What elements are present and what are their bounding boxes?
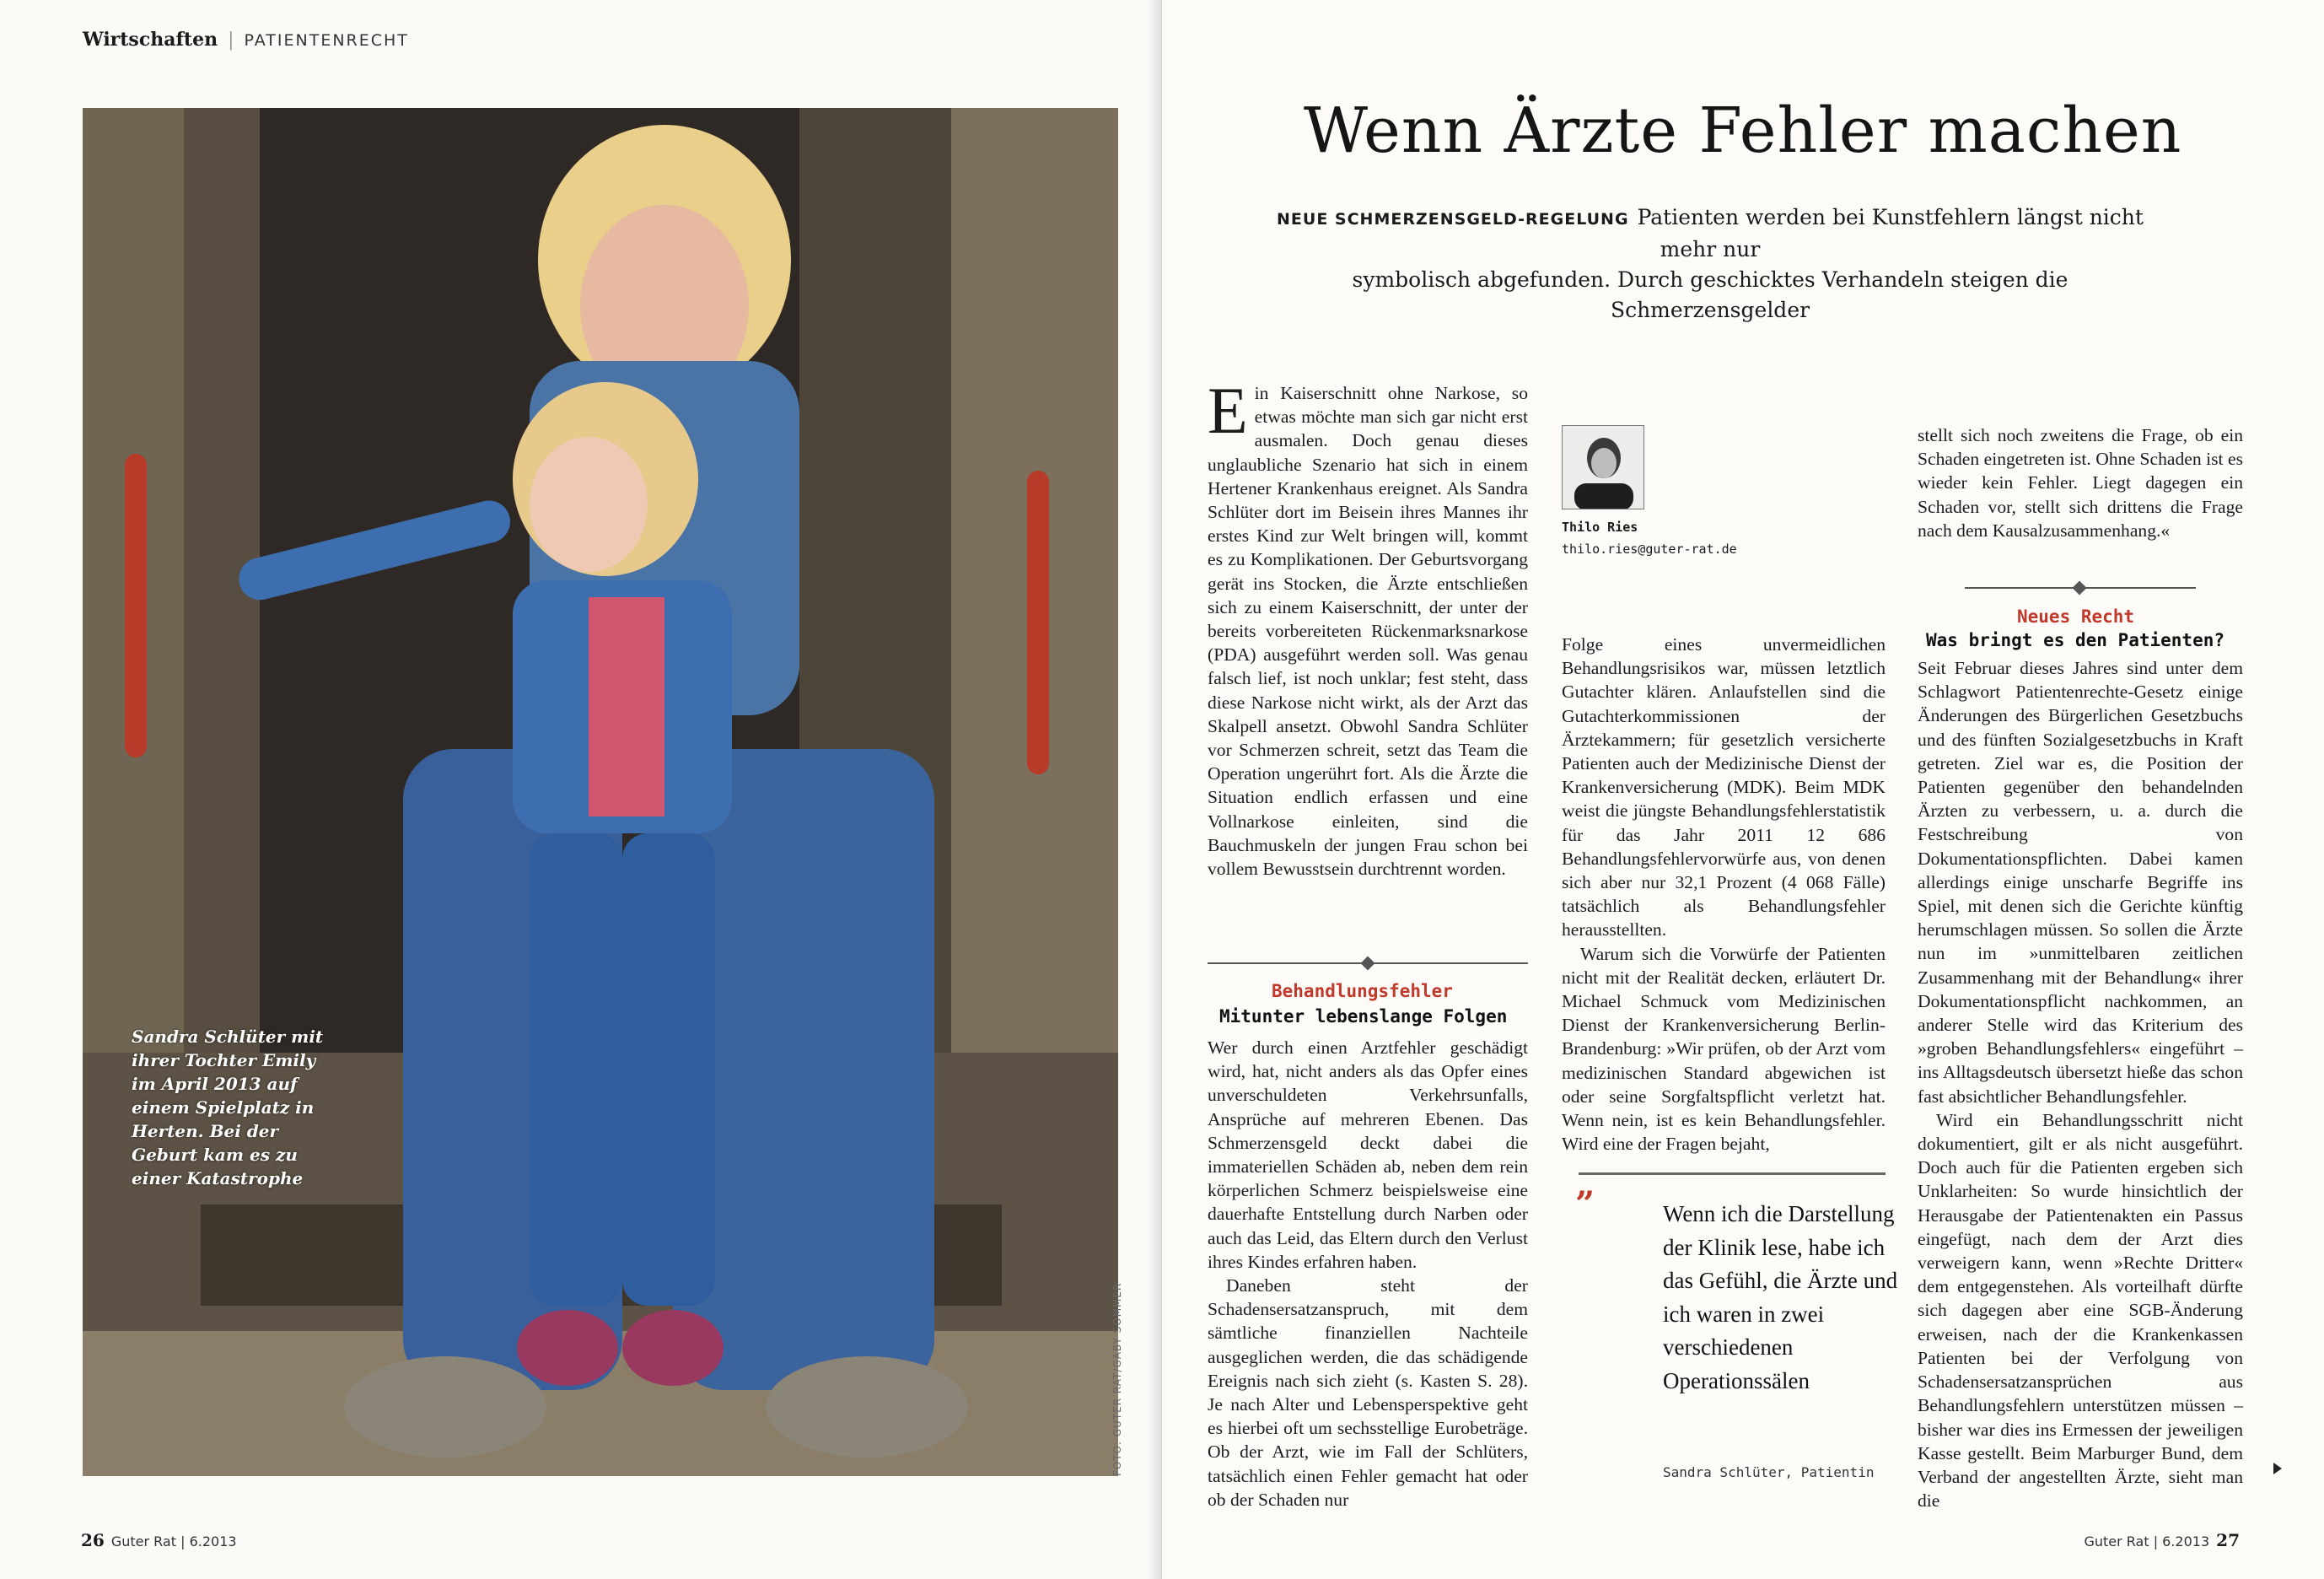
photo-credit: FOTO: GUTER RAT/GABY SOMMER (1111, 1282, 1123, 1476)
standfirst (1263, 202, 2157, 326)
drop-cap: E (1208, 374, 1248, 447)
photo-illustration (83, 108, 1118, 1476)
paragraph: Daneben steht der Schadensersatzanspruch, mit dem sämtliche finanziellen Nachteile ausgeglichen werden, die das schädigende Ereignis nach sich zieht (s. Kasten S. 28). Je nach Alter und Lebensperspektive geht es hierbei oft um sechsstellige Eurobeträge. Ob der Arzt, wie im Fall der Schlüters, tatsächlich einen Fehler gemacht hat oder ob der Schaden nur (1208, 1275, 1528, 1510)
paragraph (1208, 374, 1528, 881)
portrait-photo (1563, 426, 1644, 509)
paragraph-text: in Kaiserschnitt ohne Narkose, so etwas möchte man sich gar nicht erst ausmalen. Doch genau dieses unglaubliche Szenario hat sich in einem Hertener Krankenhaus ereignet. Als Sandra Schlüter dort im Beisein ihres Mannes ihr erstes Kind zur Welt bringen will, kommt es zu Komplikationen. Der Geburtsvorgang gerät ins Stocken, die Ärzte entschließen sich zu einem Kaiserschnitt, der unter der bereits vorbereiteten Rückenmarksnarkose (PDA) ausgeführt werden soll. Was genau falsch lief, ist noch unklar; fest steht, dass diese Narkose nicht wirkt, als der Arzt das Skalpell ansetzt. Obwohl Sandra Schlüter vor Schmerzen schreit, setzt das Team die Operation ungerührt fort. Als die Ärzte die Situation endlich erfassen und eine Vollnarkose einleiten, sind die Bauchmuskeln der jungen Frau schon bei vollem Bewusstsein durchtrennt worden. (1208, 383, 1528, 880)
article-column-2 (1562, 633, 1886, 1156)
box-headline-2: Was bringt es den Patienten? (1926, 630, 2225, 650)
standfirst-text-1: Patienten werden bei Kunstfehlern längst nicht mehr nur (1637, 205, 2144, 261)
header-separator: | (228, 30, 234, 51)
standfirst-kicker: NEUE SCHMERZENSGELD-REGELUNG (1277, 210, 1629, 229)
section-name: Wirtschaften (83, 29, 218, 51)
photo-caption: Sandra Schlüter mit ihrer Tochter Emily im April 2013 auf einem Spielplatz in Herten. Bei der Geburt kam es zu einer Katastrophe (132, 1027, 324, 1188)
paragraph: Wer durch einen Arztfehler geschädigt wird, hat, nicht anders als das Opfer eines unverschuldeten Verkehrsunfalls, Ansprüche auf mehreren Ebenen. Das Schmerzensgeld deckt dabei die immateriellen Schäden ab, neben dem rein körperlichen Schmerz beispielsweise eine dauerhafte Entstellung durch Narben oder auch das Leid, das Eltern durch den Verlust ihres Kindes erfahren haben. (1208, 1037, 1528, 1272)
author-email: thilo.ries@guter-rat.de (1562, 542, 1737, 557)
article-column-1 (1208, 374, 1528, 881)
page-number-right: 27 (2216, 1530, 2240, 1550)
paragraph: Wird ein Behandlungsschritt nicht dokumentiert, gilt er als nicht ausgeführt. Doch auch für die Patienten ergeben sich Unklarheiten: So wurde hinsichtlich der Herausgabe der Patientenakten ein Passus eingefügt, nach dem der Arzt dies verweigern kann, wenn »Rechte Dritter« dem entgegenstehen. Als vorteilhaft dürfte sich dagegen aber eine SGB-Änderung erweisen, nach der die Krankenkassen Patienten bei der Verfolgung von Schadensersatzansprüchen aus Behandlungsfehlern unterstützen müssen – bisher war dies ins Ermessen der jeweiligen Kasse gestellt. Beim Marburger Bund, dem Verband der angestellten Ärzte, sieht man die (1918, 1109, 2243, 1512)
article-column-3 (1918, 423, 2243, 542)
continue-arrow-icon (2273, 1463, 2282, 1474)
paragraph: stellt sich noch zweitens die Frage, ob ein Schaden eingetreten ist. Ohne Schaden ist es wieder kein Fehler. Liegt dagegen ein Schaden vor, stellt sich drittens die Frage nach dem Kausalzusammenhang.« (1918, 425, 2243, 541)
author-name: Thilo Ries (1562, 520, 1638, 535)
folio-right (2084, 1530, 2240, 1550)
section-header (83, 29, 409, 51)
quote-mark-icon: ” (1575, 1184, 1595, 1224)
page-number-left: 26 (81, 1530, 105, 1550)
article-column-1b (1208, 1036, 1528, 1512)
article-title: Wenn Ärzte Fehler machen (1304, 94, 2182, 167)
article-column-3b (1918, 656, 2243, 1512)
magazine-issue-right: Guter Rat | 6.2013 (2084, 1533, 2210, 1549)
author-byline (1562, 425, 1737, 557)
folio-left (81, 1530, 237, 1550)
paragraph: Folge eines unvermeidlichen Behandlungsrisikos war, müssen letztlich Gutachter klären. Anlaufstellen sind die Gutachterkommissionen der Ärztekammern; für gesetzlich versicherte Patienten auch der Medizinische Dienst der Krankenversicherung (MDK). Beim MDK weist die jüngste Behandlungsfehlerstatistik für das Jahr 2011 12 686 Behandlungsfehlervorwürfe aus, von denen sich aber nur 32,1 Prozent (4 068 Fälle) tatsächlich als Behandlungsfehler herausstellten. (1562, 634, 1886, 940)
paragraph: Warum sich die Vorwürfe der Patienten nicht mit der Realität decken, erläutert Dr. Michael Schmuck vom Medizinischen Dienst der Krankenversicherung Berlin-Brandenburg: »Wir prüfen, ob der Arzt vom medizinischen Standard abgewichen ist oder seine Sorgfaltspflicht verletzt hat. Wenn nein, ist es kein Behandlungsfehler. Wird eine der Fragen bejaht, (1562, 943, 1886, 1155)
author-portrait (1562, 425, 1644, 509)
box-kicker-2: Neues Recht (2017, 606, 2135, 627)
pull-quote: Wenn ich die Darstellung der Klinik lese, habe ich das Gefühl, die Ärzte und ich waren in zwei verschiedenen Operationssälen (1663, 1201, 1898, 1393)
paragraph: Seit Februar dieses Jahres sind unter dem Schlagwort Patientenrechte-Gesetz einige Änderungen des Bürgerlichen Gesetzbuchs und des fünften Sozialgesetzbuchs in Kraft getreten. Ziel war es, die Position der Patienten gegenüber den behandelnden Ärzten zu verbessern, u. a. durch die Festschreibung von Dokumentationspflichten. Dabei kamen allerdings einige unscharfe Begriffe ins Spiel, mit denen sich die Gerichte künftig herumschlagen müssen. So sollen die Ärzte nun im »unmittelbaren zeitlichen Zusammenhang mit der Behandlung« ihrer Dokumentationspflicht nachkommen, an anderer Stelle wird das Kriterium des »groben Behandlungsfehlers« eingeführt – ins Alltagsdeutsch übersetzt hieße das schon fast absichtlicher Behandlungsfehler. (1918, 658, 2243, 1107)
cover-photo (83, 108, 1118, 1476)
standfirst-line-2: symbolisch abgefunden. Durch geschicktes Verhandeln steigen die Schmerzensgelder (1352, 267, 2068, 322)
section-topic: PATIENTENRECHT (244, 31, 409, 50)
quote-rule (1579, 1172, 1886, 1175)
quote-source: Sandra Schlüter, Patientin (1663, 1464, 1875, 1480)
box-headline-1: Mitunter lebenslange Folgen (1219, 1006, 1508, 1027)
box-kicker-1: Behandlungsfehler (1272, 981, 1453, 1001)
standfirst-line-1 (1263, 202, 2157, 265)
magazine-issue-left: Guter Rat | 6.2013 (110, 1533, 237, 1549)
